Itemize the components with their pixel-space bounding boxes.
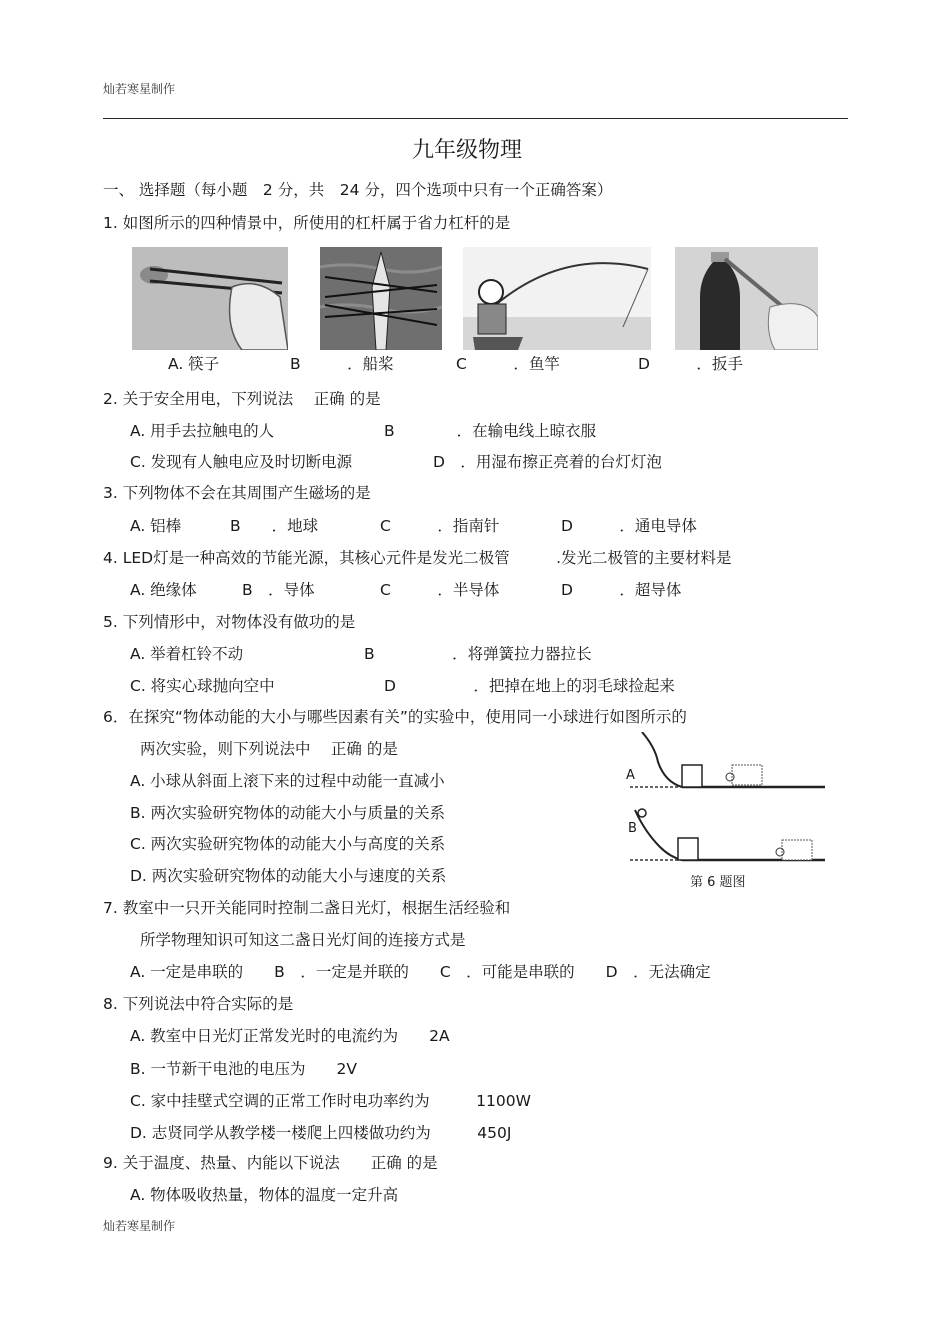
q3-option-c: C ．指南针 bbox=[380, 517, 500, 535]
q4-option-a: A. 绝缘体 bbox=[130, 581, 197, 599]
q4-option-c: C ．半导体 bbox=[380, 581, 500, 599]
q6-stem: 6．在探究“物体动能的大小与哪些因素有关”的实验中，使用同一小球进行如图所示的 bbox=[103, 708, 687, 726]
q9-option-a: A. 物体吸收热量，物体的温度一定升高 bbox=[130, 1186, 399, 1204]
q8-option-b: B. 一节新干电池的电压为 2V bbox=[130, 1060, 357, 1078]
q8-stem: 8. 下列说法中符合实际的是 bbox=[103, 995, 294, 1013]
rowing-photo bbox=[320, 247, 442, 350]
q5-option-b: B ．将弹簧拉力器拉长 bbox=[364, 645, 592, 663]
q6-figure bbox=[620, 732, 825, 867]
q2-option-d: D ．用湿布擦正亮着的台灯灯泡 bbox=[433, 453, 662, 471]
q3-stem: 3. 下列物体不会在其周围产生磁场的是 bbox=[103, 484, 371, 502]
chopsticks-photo bbox=[132, 247, 288, 350]
q1-option-d: D ．扳手 bbox=[638, 355, 743, 373]
q4-option-d: D ．超导体 bbox=[561, 581, 682, 599]
bottle-opener-photo bbox=[675, 247, 818, 350]
q1-option-c: C ．鱼竿 bbox=[456, 355, 560, 373]
page-header: 灿若寒星制作 bbox=[103, 82, 176, 96]
q4-stem: 4. LED灯是一种高效的节能光源，其核心元件是发光二极管 .发光二极管的主要材料是 bbox=[103, 549, 732, 567]
q5-stem: 5. 下列情形中，对物体没有做功的是 bbox=[103, 613, 356, 631]
q2-option-c: C. 发现有人触电应及时切断电源 bbox=[130, 453, 353, 471]
q9-stem: 9. 关于温度、热量、内能以下说法 正确 的是 bbox=[103, 1154, 438, 1172]
q1-stem: 1. 如图所示的四种情景中，所使用的杠杆属于省力杠杆的是 bbox=[103, 214, 511, 232]
page-footer: 灿若寒星制作 bbox=[103, 1219, 176, 1233]
q1-option-a: A. 筷子 bbox=[168, 355, 220, 373]
q3-option-a: A. 铝棒 bbox=[130, 517, 182, 535]
q7-options: A. 一定是串联的 B ．一定是并联的 C ．可能是串联的 D ．无法确定 bbox=[130, 963, 711, 981]
section-heading: 一、 选择题（每小题 2 分，共 24 分，四个选项中只有一个正确答案） bbox=[103, 181, 613, 199]
q6-option-b: B. 两次实验研究物体的动能大小与质量的关系 bbox=[130, 804, 445, 822]
fishing-rod-cartoon bbox=[463, 247, 651, 350]
q7-stem-continued: 所学物理知识可知这二盏日光灯间的连接方式是 bbox=[140, 931, 466, 949]
q6-option-c: C. 两次实验研究物体的动能大小与高度的关系 bbox=[130, 835, 446, 853]
q4-option-b: B ．导体 bbox=[242, 581, 315, 599]
q6-figure-label-a: A bbox=[626, 768, 635, 783]
q6-figure-label-b: B bbox=[628, 821, 637, 836]
q6-option-d: D. 两次实验研究物体的动能大小与速度的关系 bbox=[130, 867, 447, 885]
q1-option-b: B ．船桨 bbox=[290, 355, 394, 373]
q5-option-a: A. 举着杠铃不动 bbox=[130, 645, 244, 663]
q8-option-d: D. 志贤同学从教学楼一楼爬上四楼做功约为 450J bbox=[130, 1124, 512, 1142]
q5-option-d: D ．把掉在地上的羽毛球捡起来 bbox=[384, 677, 675, 695]
q2-option-b: B ．在输电线上晾衣服 bbox=[384, 422, 597, 440]
q5-option-c: C. 将实心球抛向空中 bbox=[130, 677, 275, 695]
q3-option-b: B ．地球 bbox=[230, 517, 319, 535]
q6-figure-caption: 第 6 题图 bbox=[690, 875, 746, 890]
q8-option-a: A. 教室中日光灯正常发光时的电流约为 2A bbox=[130, 1027, 450, 1045]
q3-option-d: D ．通电导体 bbox=[561, 517, 697, 535]
header-rule bbox=[103, 118, 848, 119]
q8-option-c: C. 家中挂壁式空调的正常工作时电功率约为 1100W bbox=[130, 1092, 531, 1110]
q2-stem: 2. 关于安全用电，下列说法 正确 的是 bbox=[103, 390, 381, 408]
page-title: 九年级物理 bbox=[412, 138, 523, 163]
q6-stem-continued: 两次实验，则下列说法中 正确 的是 bbox=[140, 740, 398, 758]
q6-option-a: A. 小球从斜面上滚下来的过程中动能一直减小 bbox=[130, 772, 445, 790]
q2-option-a: A. 用手去拉触电的人 bbox=[130, 422, 275, 440]
q7-stem: 7. 教室中一只开关能同时控制二盏日光灯，根据生活经验和 bbox=[103, 899, 511, 917]
